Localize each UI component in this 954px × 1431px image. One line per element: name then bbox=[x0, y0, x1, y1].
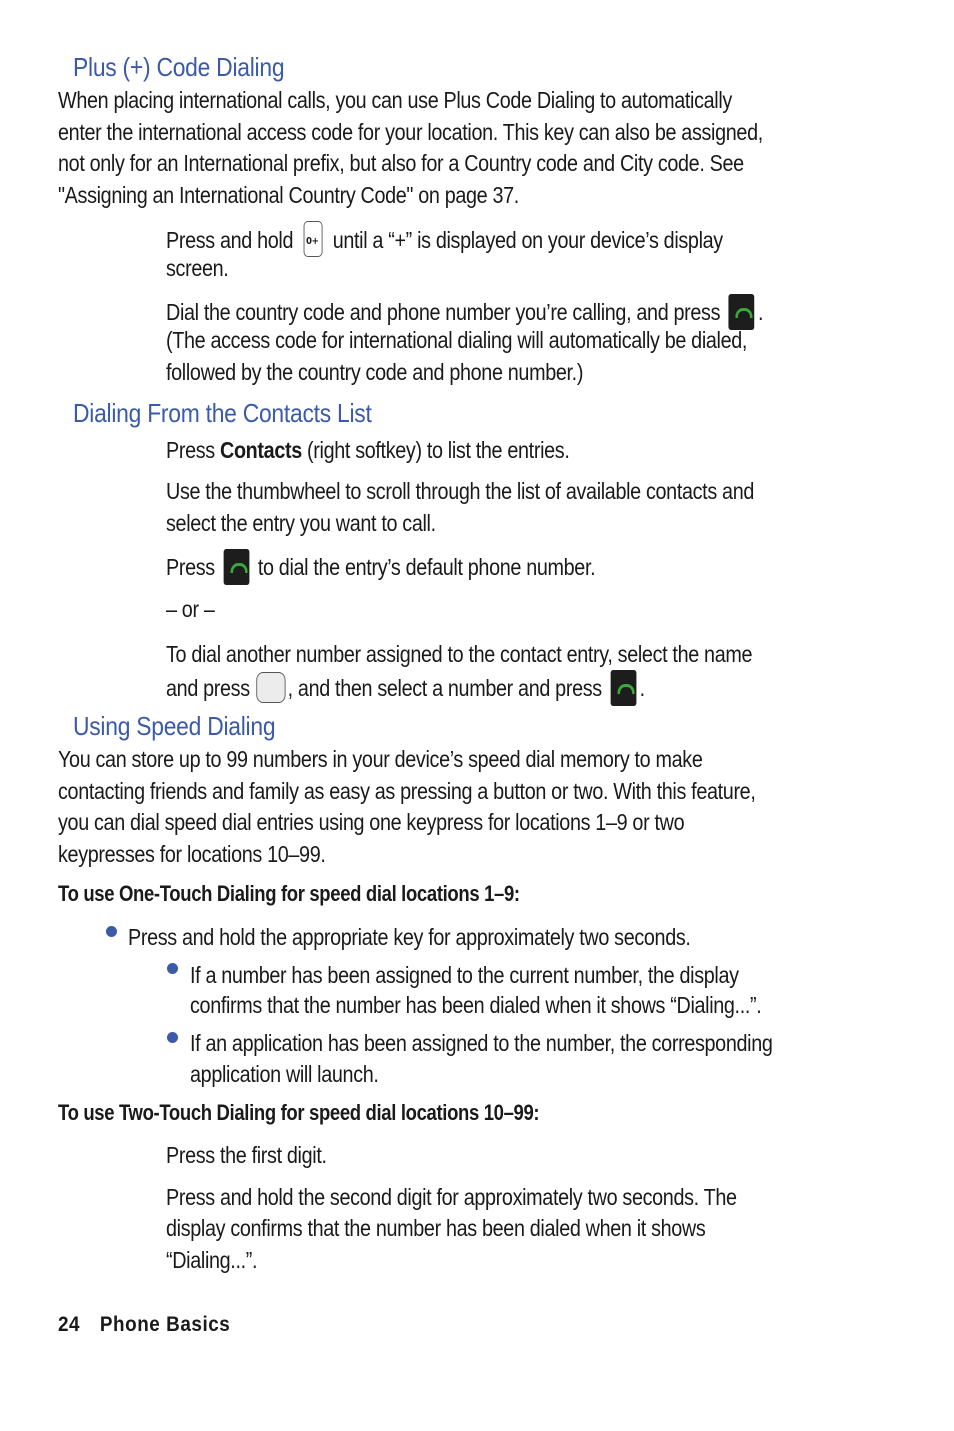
plus-step-1-text-b: until a “+” is displayed on your device’s display bbox=[332, 227, 723, 253]
contacts-step-2-line-2: select the entry you want to call. bbox=[166, 510, 436, 536]
plus-intro-line-3: not only for an International prefix, but also for a Country code and City code. See bbox=[58, 150, 744, 176]
one-touch-sub-1-line-1: If a number has been assigned to the current number, the display bbox=[190, 962, 739, 988]
contacts-step-3-text-b: to dial the entry’s default phone number. bbox=[257, 554, 596, 580]
contacts-step-1-text-a: Press bbox=[166, 437, 215, 463]
plus-step-2-line-2: (The access code for international dialing will automatically be dialed, bbox=[166, 327, 748, 353]
bullet-icon bbox=[167, 1032, 178, 1043]
one-touch-sub-2-line-2: application will launch. bbox=[190, 1061, 379, 1087]
footer-section-title: Phone Basics bbox=[99, 1313, 231, 1336]
contacts-softkey-label: Contacts bbox=[220, 437, 302, 463]
two-touch-step-2-line-1: Press and hold the second digit for approximately two seconds. The bbox=[166, 1184, 737, 1210]
contacts-step-2-line-1: Use the thumbwheel to scroll through the list of available contacts and bbox=[166, 478, 755, 504]
ok-key-icon bbox=[257, 672, 286, 703]
bullet-icon bbox=[167, 963, 178, 974]
contacts-step-4-line-1: To dial another number assigned to the contact entry, select the name bbox=[166, 641, 753, 667]
contacts-step-1-text-b: (right softkey) to list the entries. bbox=[307, 437, 570, 463]
one-touch-sub-2-line-1: If an application has been assigned to the number, the corresponding bbox=[190, 1030, 773, 1056]
plus-step-1 bbox=[166, 221, 723, 257]
contacts-step-4-period: . bbox=[639, 675, 645, 701]
plus-step-1-text-a: Press and hold bbox=[166, 227, 294, 253]
two-touch-step-2-line-3: “Dialing...”. bbox=[166, 1247, 258, 1273]
plus-intro-line-1: When placing international calls, you can use Plus Code Dialing to automatically bbox=[58, 87, 732, 113]
two-touch-step-1: Press the first digit. bbox=[166, 1142, 327, 1168]
plus-step-2-period: . bbox=[758, 299, 764, 325]
plus-intro-line-2: enter the international access code for your location. This key can also be assigned, bbox=[58, 119, 763, 145]
contacts-step-4-text-c: , and then select a number and press bbox=[287, 675, 602, 701]
one-touch-sub-1-line-2: confirms that the number has been dialed when it shows “Dialing...”. bbox=[190, 992, 762, 1018]
zero-plus-key-label: 0+ bbox=[306, 236, 319, 247]
two-touch-step-2-line-2: display confirms that the number has been dialed when it shows bbox=[166, 1215, 706, 1241]
plus-step-1-cont: screen. bbox=[166, 255, 229, 281]
speed-intro-line-4: keypresses for locations 10–99. bbox=[58, 841, 326, 867]
page-footer bbox=[58, 1313, 230, 1337]
one-touch-bullet-1: Press and hold the appropriate key for approximately two seconds. bbox=[128, 924, 691, 950]
heading-plus-code-dialing: Plus (+) Code Dialing bbox=[73, 52, 285, 82]
page-number: 24 bbox=[58, 1313, 81, 1336]
contacts-step-1 bbox=[166, 435, 569, 467]
one-touch-heading: To use One-Touch Dialing for speed dial locations 1–9: bbox=[58, 881, 520, 906]
contacts-step-3 bbox=[166, 549, 595, 585]
speed-intro-line-2: contacting friends and family as easy as pressing a button or two. With this feature, bbox=[58, 778, 756, 804]
plus-step-2-text-a: Dial the country code and phone number you’re calling, and press bbox=[166, 299, 721, 325]
contacts-step-4-text-b: and press bbox=[166, 675, 250, 701]
bullet-icon bbox=[106, 926, 117, 937]
send-key-icon bbox=[610, 670, 636, 706]
contacts-step-3-text-a: Press bbox=[166, 554, 215, 580]
plus-step-2-line-3: followed by the country code and phone number.) bbox=[166, 359, 584, 385]
speed-intro-line-1: You can store up to 99 numbers in your device’s speed dial memory to make bbox=[58, 746, 703, 772]
speed-intro-line-3: you can dial speed dial entries using one keypress for locations 1–9 or two bbox=[58, 809, 685, 835]
contacts-step-4-line-2 bbox=[166, 670, 645, 706]
heading-dialing-from-contacts: Dialing From the Contacts List bbox=[73, 398, 372, 428]
plus-intro-line-4: "Assigning an International Country Code" on page 37. bbox=[58, 182, 519, 208]
contacts-or-separator: – or – bbox=[166, 596, 215, 622]
send-key-icon bbox=[223, 549, 249, 585]
two-touch-heading: To use Two-Touch Dialing for speed dial locations 10–99: bbox=[58, 1100, 540, 1125]
zero-plus-key-icon bbox=[303, 221, 322, 257]
heading-using-speed-dialing: Using Speed Dialing bbox=[73, 711, 276, 741]
